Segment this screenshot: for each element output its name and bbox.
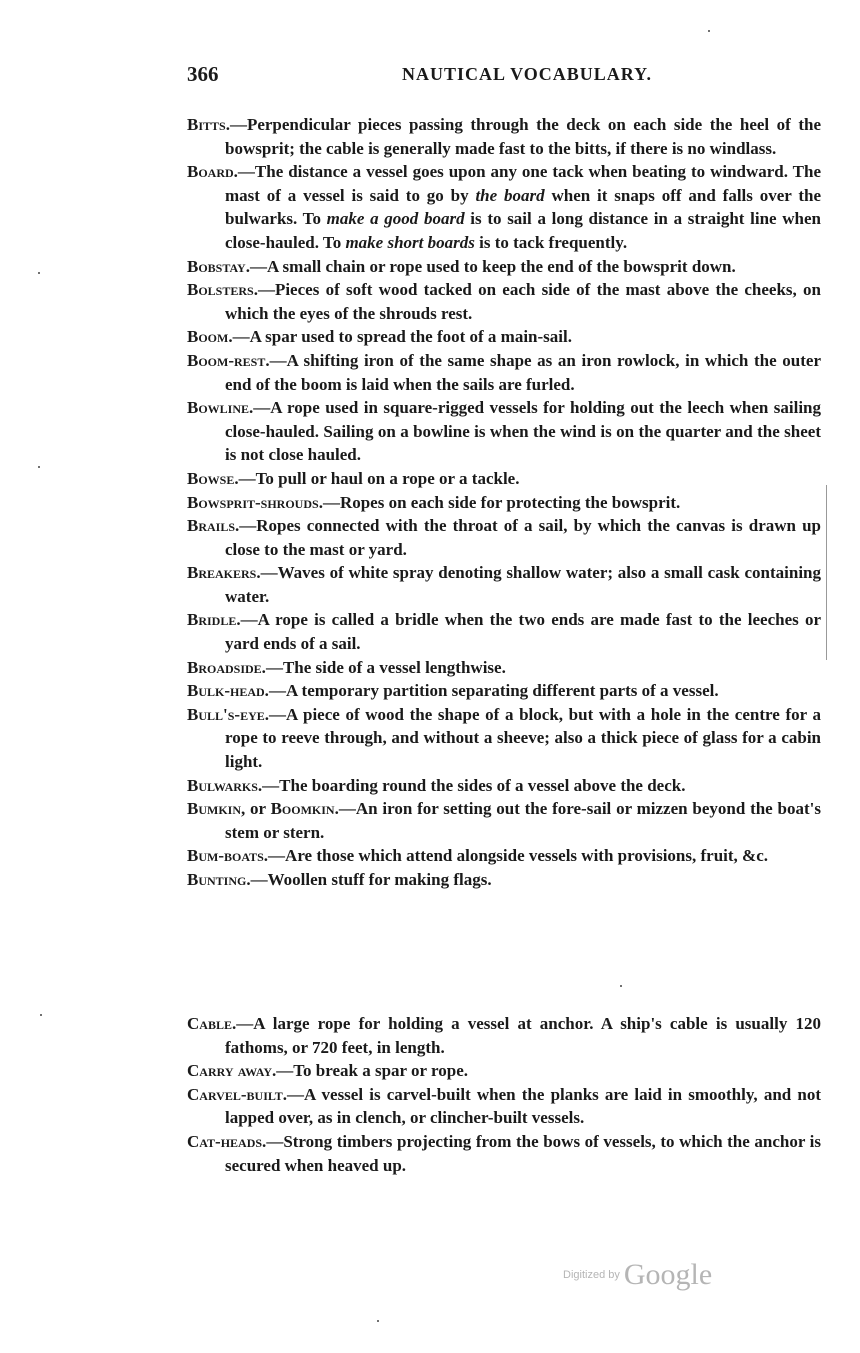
italic-phrase: make short boards — [345, 232, 475, 252]
vocabulary-entry — [187, 1083, 821, 1130]
vocabulary-entry — [187, 1012, 821, 1059]
entry-definition: when it snaps off and falls over the bulwarks. To — [225, 185, 822, 229]
vocabulary-entry — [187, 255, 821, 279]
entry-definition: —Ropes on each side for protecting the bowsprit. — [322, 492, 681, 512]
scan-speck — [620, 985, 622, 987]
vocabulary-entry — [187, 278, 821, 325]
vocabulary-entry — [187, 1059, 821, 1083]
entry-definition: —Woollen stuff for making flags. — [250, 870, 492, 889]
entry-term: Breakers. — [187, 563, 261, 583]
vocabulary-entry — [187, 325, 821, 349]
entry-definition: —An iron for setting out the fore-sail or mizzen beyond the boat's stem or stern. — [225, 799, 821, 842]
vocabulary-entry — [187, 608, 821, 655]
scan-edge-line — [826, 485, 827, 660]
entry-definition: —A vessel is carvel-built when the planks are laid in smoothly, and not lapped over, as in clench, or clincher-built vessels. — [225, 1084, 821, 1128]
entry-term: Bunting. — [187, 870, 251, 889]
vocabulary-entry — [187, 774, 821, 798]
entry-definition: —A temporary partition separating different parts of a vessel. — [268, 681, 719, 701]
entry-term: Bitts. — [187, 115, 230, 134]
page-header — [187, 62, 827, 90]
entry-definition: —Are those which attend alongside vessels with provisions, fruit, &c. — [268, 846, 768, 866]
entry-definition: —A shifting iron of the same shape as an iron rowlock, in which the outer end of the boom is laid when the sails are furled. — [225, 350, 821, 394]
entry-term: Carvel-built. — [187, 1084, 288, 1104]
entry-term: Brails. — [187, 516, 240, 536]
entry-definition: —The boarding round the sides of a vessel above the deck. — [262, 775, 686, 795]
entry-term: Bolsters. — [187, 280, 258, 300]
vocabulary-entry — [187, 113, 821, 160]
page-number: 366 — [187, 62, 219, 86]
vocabulary-entry — [187, 656, 821, 680]
vocabulary-entry — [187, 679, 821, 703]
vocabulary-entry — [187, 561, 821, 608]
vocabulary-entry — [187, 396, 821, 467]
entry-definition: —To pull or haul on a rope or a tackle. — [238, 468, 520, 488]
italic-phrase: the board — [475, 185, 545, 205]
entry-definition: is to tack frequently. — [474, 232, 628, 252]
entry-definition: —A piece of wood the shape of a block, but with a hole in the centre for a rope to reeve through, and without a sheeve; also a thick piece of glass for a cabin light. — [225, 704, 821, 772]
entry-definition: is to sail a long distance in a straight line when close-hauled. To — [225, 209, 821, 252]
watermark-prefix: Digitized by — [563, 1269, 620, 1281]
entry-definition: —Perpendicular pieces passing through the deck on each side the heel of the bowsprit; the cable is generally made fast to the bitts, if there is no windlass. — [225, 115, 821, 158]
italic-phrase: make a good board — [326, 209, 465, 229]
entry-definition: —A rope is called a bridle when the two ends are made fast to the leeches or yard ends of a sail. — [225, 610, 821, 654]
entry-term: Boom. — [187, 327, 233, 347]
vocabulary-entry — [187, 844, 821, 868]
entry-term: Cable. — [187, 1014, 237, 1033]
entry-definition: —A small chain or rope used to keep the end of the bowsprit down. — [249, 256, 736, 276]
entry-definition: —Waves of white spray denoting shallow water; also a small cask containing water. — [225, 563, 821, 606]
entry-term: Carry away. — [187, 1061, 277, 1081]
entry-definition: —Pieces of soft wood tacked on each side of the mast above the cheeks, on which the eyes of the shrouds rest. — [225, 280, 821, 323]
entry-term: Broadside. — [187, 657, 266, 677]
entry-term: Bum-boats. — [187, 846, 269, 866]
running-title: NAUTICAL VOCABULARY. — [401, 64, 653, 84]
entry-term: Bull's-eye. — [187, 704, 269, 724]
vocabulary-entry — [187, 703, 821, 774]
entry-term: Bulk-head. — [187, 681, 269, 701]
entry-definition: —The distance a vessel goes upon any one tack when beating to windward. The mast of a vessel is said to go by — [225, 162, 821, 205]
scan-speck — [40, 1014, 42, 1016]
entry-term: Boom-rest. — [187, 350, 270, 370]
entry-term: Cat-heads. — [187, 1131, 267, 1151]
entry-term: Bobstay. — [187, 256, 250, 276]
entry-definition: —The side of a vessel lengthwise. — [265, 657, 506, 677]
entry-definition: —A spar used to spread the foot of a main-sail. — [232, 327, 572, 347]
vocabulary-entry — [187, 160, 821, 254]
vocabulary-entry — [187, 467, 821, 491]
vocabulary-entries-b — [187, 113, 821, 892]
scan-speck — [708, 30, 710, 32]
entry-definition: —A large rope for holding a vessel at anchor. A ship's cable is usually 120 fathoms, or 720 feet, in length. — [225, 1014, 821, 1057]
vocabulary-entry — [187, 797, 821, 844]
entry-term: Bridle. — [187, 610, 241, 630]
vocabulary-entries-c — [187, 1012, 821, 1177]
entry-definition: —Ropes connected with the throat of a sail, by which the canvas is drawn up close to the mast or yard. — [225, 516, 821, 559]
entry-term: Bulwarks. — [187, 775, 263, 795]
entry-definition: or — [245, 799, 271, 819]
scan-speck — [377, 1320, 379, 1322]
vocabulary-entry — [187, 868, 821, 892]
entry-term: Bowline. — [187, 398, 254, 418]
entry-definition: —Strong timbers projecting from the bows of vessels, to which the anchor is secured when heaved up. — [225, 1131, 821, 1175]
entry-definition: —A rope used in square-rigged vessels for holding out the leech when sailing close-hauled. Sailing on a bowline is when the wind is on the quarter and the sheet is not close hauled. — [225, 398, 821, 465]
google-logo: Google — [623, 1258, 713, 1291]
entry-term: Bowsprit-shrouds. — [187, 492, 323, 512]
google-watermark — [563, 1258, 712, 1292]
vocabulary-entry — [187, 1130, 821, 1177]
vocabulary-entry — [187, 491, 821, 515]
entry-term: Board. — [187, 162, 238, 182]
entry-term: Bumkin, — [187, 799, 246, 819]
scan-speck — [38, 272, 40, 274]
entry-term-alt: Boomkin. — [270, 799, 339, 819]
vocabulary-entry — [187, 349, 821, 396]
entry-term: Bowse. — [187, 468, 239, 488]
scan-speck — [38, 466, 40, 468]
vocabulary-entry — [187, 514, 821, 561]
entry-definition: —To break a spar or rope. — [276, 1061, 469, 1081]
